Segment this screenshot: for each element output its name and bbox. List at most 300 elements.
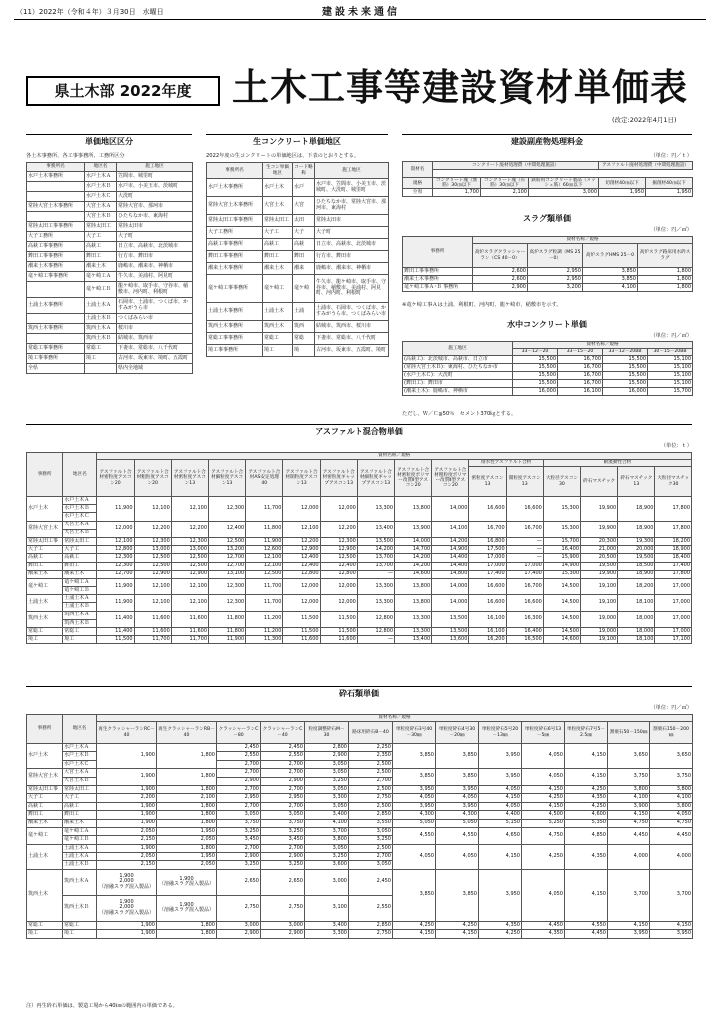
office-cell: 竜ケ崎工 [27,578,63,594]
price-cell: 13,300 [395,611,432,627]
asphalt-header: 砕石マスチック [581,467,618,497]
price-cell: 18,400 [655,554,692,562]
table-row [403,388,693,396]
table-row [27,811,693,819]
table-row [27,252,193,262]
table-row [27,794,693,802]
price-cell: 2,750 [349,794,393,802]
office-cell: 境工事事務所 [207,345,263,357]
price-cell: 2,100 [157,794,217,802]
district-cell: 鹿嶋市、潮来市、神栖市 [117,262,193,272]
price-cell: 2,950 [528,268,583,276]
table-row [27,364,193,374]
table-row [27,334,193,344]
price-cell: 3,850 [583,276,638,284]
price-cell: 12,800 [320,570,357,578]
price-cell: 4,050 [479,802,522,810]
price-cell: 4,250 [436,921,479,929]
office-cell: 潮来土木事務所 [27,262,85,272]
price-cell: 18,200 [655,537,692,545]
price-cell: 2,800 [305,744,349,752]
price-cell: 3,050 [305,785,349,793]
code-cell: 鉾田 [293,251,315,263]
asphalt-header: アスファルト合材粗粒度ポリマー改質Ⅱ型アスコン20 [432,460,469,497]
office-cell: 全県 [27,364,85,374]
table-row [27,172,193,182]
price-cell: 12,400 [209,521,246,537]
price-cell: 1,800 [157,811,217,819]
price-cell: 13,300 [395,628,432,636]
price-cell: 15,300 [543,521,580,537]
price-cell: 1,800 [638,268,693,276]
office-cell [27,314,85,324]
area-cell: 水戸土木Ｃ [85,192,117,202]
underwater-header: 33－12－20BB [603,349,648,356]
price-cell: 3,050 [305,802,349,810]
price-cell: 2,150 [97,836,157,844]
table-row [27,298,193,314]
price-cell: 12,400 [283,554,320,562]
price-cell: 4,150 [522,785,565,793]
price-cell: 15,700 [648,388,693,396]
code-cell: 竜ケ崎 [293,275,315,303]
price-cell: 4,550 [393,827,436,844]
price-cell: 4,000 [650,844,693,869]
price-cell: 16,600 [469,578,506,594]
asphalt-header: 事務所 [27,453,63,497]
price-cell: 2,850 [349,921,393,929]
price-cell: 1,900 [97,802,157,810]
price-cell: 12,500 [320,554,357,562]
price-cell: 12,700 [209,554,246,562]
price-cell: 3,950 [479,769,522,786]
table-row [27,819,693,827]
table-row [27,222,193,232]
price-cell: 3,050 [305,769,349,777]
price-cell: 2,700 [349,853,393,861]
byproduct-value: 2,100 [481,189,529,197]
asphalt-header: 大粒径アスコン30 [543,467,580,497]
office-cell: 常総工 [27,921,63,929]
table-row [27,354,193,364]
price-cell: 3,700 [650,869,693,921]
price-cell: 2,550 [217,752,261,760]
price-cell: 11,900 [97,595,134,611]
price-cell: 12,300 [209,578,246,594]
price-cell: 3,300 [305,930,349,938]
price-cell: 11,900 [209,636,246,644]
price-cell: 2,050 [97,853,157,861]
crushed-header: 路床用砕石B－40 [349,722,393,744]
office-cell: 土浦土木事務所 [207,303,263,321]
area-cell: 大子工 [85,232,117,242]
price-line: 1,900 [179,901,194,908]
price-cell: 4,150 [650,921,693,929]
price-cell: 4,550 [436,827,479,844]
price-cell: 2,450 [217,744,261,752]
table-row [403,364,693,372]
office-cell [27,192,85,202]
area-section-title: 単価地区区分 [26,134,192,146]
price-cell: 16,700 [558,356,603,364]
price-cell: 1,900 [97,769,157,786]
price-cell: 11,500 [283,628,320,636]
price-cell: 17,000 [655,611,692,627]
district-cell: 県内全地域 [117,364,193,374]
table-row [27,636,692,644]
price-cell: 2,500 [349,785,393,793]
underwater-group-header: 資材名称／規格 [513,342,693,349]
concrete-area-header: コード略称 [293,163,315,179]
price-line: （溶融スラグ混入製品） [158,881,214,888]
office-cell: 大子工務所 [27,232,85,242]
office-cell: 鉾田工 [27,562,63,570]
area-cell: 水戸土木Ａ [63,744,97,752]
table-row [207,263,389,275]
office-cell: 常陸太田工事事務所 [207,215,263,227]
asphalt-unit: （単位：ｔ） [660,443,692,449]
asphalt-header: 開粒度アスコン13 [506,467,543,497]
price-cell: 12,000 [320,578,357,594]
price-cell: 3,750 [261,819,305,827]
table-row [27,262,193,272]
price-cell: 4,500 [522,811,565,819]
area-cell: 竜ケ崎工Ｂ [63,587,97,595]
district-cell: 鹿嶋市、潮来市、神栖市 [315,263,389,275]
office-cell: 潮来土木 [27,570,63,578]
price-cell: 12,400 [283,562,320,570]
district-cell: ひたちなか市、常陸大宮市、那珂市、東海村 [315,197,389,215]
district-cell: 日立市、高萩市、北茨城市 [117,242,193,252]
price-cell: 4,400 [479,811,522,819]
price-cell: 11,800 [209,628,246,636]
area-cell: 大宮土木Ｂ [63,777,97,785]
price-cell: 16,100 [469,628,506,636]
price-cell: 4,250 [565,802,608,810]
table-row [27,844,693,852]
code-cell: 大宮 [293,197,315,215]
area-header: 地区名 [85,163,117,172]
price-cell: 18,900 [618,570,655,578]
price-cell: 16,700 [506,521,543,537]
table-row [403,372,693,380]
price-cell: 2,700 [261,769,305,777]
district-cell: 水戸市、笠間市、小美玉市、茨城町、大洗町、城里町 [315,179,389,197]
price-cell: 12,100 [283,521,320,537]
price-cell: 2,050 [157,861,217,869]
price-cell: 11,600 [134,611,171,627]
area-cell: 土浦土木Ａ [63,595,97,603]
price-cell: 3,250 [305,853,349,861]
price-cell: 2,900 [261,853,305,861]
price-cell: 14,400 [432,562,469,570]
district-cell: つくばみらい市 [117,314,193,324]
price-cell: 12,000 [283,578,320,594]
price-cell: 4,150 [479,794,522,802]
price-cell: 19,100 [581,595,618,611]
price-cell: 13,300 [357,578,394,594]
price-cell: 1,900 [97,785,157,793]
price-cell: 14,000 [395,537,432,545]
price-cell: 18,000 [618,628,655,636]
office-cell: 常総工 [27,628,63,636]
table-row [27,182,193,192]
price-cell: 11,500 [320,611,357,627]
price-cell: 12,000 [320,497,357,522]
price-cell: 13,100 [209,570,246,578]
asphalt-header: アスファルト合材AS安定処理40 [246,460,283,497]
price-cell: 11,600 [134,628,171,636]
header-row [27,722,693,744]
area-cell: 竜ケ崎工Ａ [63,578,97,586]
price-cell: 2,500 [349,844,393,852]
price-cell: 4,450 [565,930,608,938]
office-cell: 大子工 [27,546,63,554]
office-cell: 鉾田工事事務所 [207,251,263,263]
code-cell: 太田 [293,215,315,227]
price-cell: 19,100 [581,636,618,644]
office-cell: 境工 [27,636,63,644]
price-cell: 4,150 [608,921,650,929]
price-cell: 12,300 [134,537,171,545]
price-cell: 11,200 [246,628,283,636]
crushed-header: 単粒度砕石7号5－2.5㎜ [565,722,608,744]
underwater-note: ただし、Ｗ／Ｃ≦50％ セメント370㎏とする。 [402,411,517,417]
district-cell: (鉾田工)：鉾田市 [403,380,513,388]
price-cell: 4,300 [436,811,479,819]
concrete-area-note: 2022年度の生コンクリートの単価地区は、下表のとおりとする。 [206,153,360,159]
asphalt-header: 密粒度アスコン13 [469,467,506,497]
price-cell: 11,500 [97,636,134,644]
price-cell: 3,700 [608,869,650,921]
price-cell: 2,900 [261,777,305,785]
office-cell: 筑西土木 [27,869,63,921]
price-cell: 16,600 [506,497,543,522]
price-cell: 15,100 [648,356,693,364]
slag-note: ※竜ケ崎工事Ａは土浦、利根町、河内町、龍ケ崎市、稲敷市を示す。 [402,302,562,308]
table-row [207,321,389,333]
area-cell: 境工 [263,345,293,357]
area-cell: 筑西土木Ｂ [85,334,117,344]
crushed-header: 割栗石150－200㎜ [650,722,693,744]
price-cell: 11,200 [246,611,283,627]
concrete-area-header: 事務所名 [207,163,263,179]
price-cell: 17,400 [655,562,692,570]
area-cell: 水戸土木Ｂ [85,182,117,192]
office-cell: 常陸大宮土木事務所 [207,197,263,215]
price-cell: 1,900 [97,819,157,827]
price-cell: 12,000 [97,521,134,537]
price-cell: 2,700 [217,844,261,852]
price-cell: 14,000 [432,497,469,522]
price-cell: 14,400 [432,554,469,562]
area-cell: 土浦土木Ａ [85,298,117,314]
price-cell: 3,200 [528,284,583,292]
price-cell: 17,000 [469,554,506,562]
price-cell: 4,050 [522,744,565,769]
table-row [27,324,193,334]
price-cell: 3,000 [261,921,305,929]
price-cell: 12,700 [97,570,134,578]
asphalt-header: アスファルト合材密粒度ギャップアスコン13 [320,460,357,497]
office-cell: 高萩工事事務所 [27,242,85,252]
byproduct-unit: （単位：円／ｔ） [650,153,692,159]
price-cell: 3,650 [650,744,693,769]
price-cell: 5,250 [522,819,565,827]
price-cell: 13,800 [395,578,432,594]
price-cell: 2,500 [349,760,393,768]
price-cell: 12,300 [209,497,246,522]
price-cell: 14,100 [432,521,469,537]
price-cell: 14,200 [357,546,394,554]
price-cell: 16,100 [558,388,603,396]
table-row [27,344,193,354]
price-cell: 3,850 [436,769,479,786]
price-cell: 12,500 [171,554,208,562]
price-cell: 4,550 [565,921,608,929]
price-cell: 12,800 [357,628,394,636]
price-cell: 2,500 [349,802,393,810]
price-cell: 4,050 [522,769,565,786]
price-cell: — [357,636,394,644]
price-cell: 4,150 [522,802,565,810]
price-cell: 11,500 [320,628,357,636]
price-cell: 3,450 [217,836,261,844]
price-cell: 12,400 [320,562,357,570]
price-cell: 15,300 [543,570,580,578]
price-cell: 12,300 [320,537,357,545]
area-cell: 常陸太田工 [63,537,97,545]
district-cell: 結城市、筑西市、桜川市 [315,321,389,333]
underwater-header: 33－12－20 [513,349,558,356]
price-cell: 3,850 [393,769,436,786]
price-cell: 3,850 [393,869,436,921]
price-cell: 13,900 [395,521,432,537]
office-cell: 水戸土木事務所 [27,172,85,182]
table-row [403,284,693,292]
area-cell: 境工 [63,930,97,938]
price-cell: 11,300 [246,636,283,644]
price-cell: 17,000 [655,578,692,594]
price-cell: 2,250 [349,744,393,752]
office-cell: 常総工事事務所 [27,344,85,354]
price-cell: — [506,546,543,554]
district-cell: 大洗町 [117,192,193,202]
price-cell: 2,450 [261,744,305,752]
area-cell: 潮来土木 [63,819,97,827]
price-line: 1,900 [119,898,134,905]
underwater-unit: （単位：円／㎥） [650,333,692,339]
office-cell: 常陸大宮土木 [27,769,63,786]
area-cell: 高萩工 [263,239,293,251]
price-cell: 2,900 [261,930,305,938]
price-cell: 12,600 [246,546,283,554]
price-cell: 4,750 [522,827,565,844]
office-cell [27,182,85,192]
price-cell: 19,900 [581,570,618,578]
office-cell: 潮来土木事務所 [207,263,263,275]
asphalt-header: アスファルト合材密粒度アスコン20 [97,460,134,497]
office-cell: 常陸太田工事事務所 [27,222,85,232]
table-row [27,578,692,586]
district-cell: (高萩工)：北茨城市、高萩市、日立市 [403,356,513,364]
office-cell: 常総工事事務所 [207,333,263,345]
price-cell: 11,500 [283,611,320,627]
recycled-rc-cell [97,895,157,921]
price-cell: 4,300 [393,811,436,819]
price-cell: 4,100 [305,819,349,827]
price-cell: 14,600 [395,570,432,578]
byproduct-header: 掘削材40㎝以下 [646,178,693,189]
crushed-header: 単粒度砕石4号30－20㎜ [436,722,479,744]
price-cell: 11,900 [246,537,283,545]
price-cell: 15,500 [603,356,648,364]
area-cell: 筑西土木Ｂ [63,895,97,921]
price-cell: 3,800 [305,836,349,844]
price-cell: 2,550 [349,895,393,921]
asphalt-header: 大粒径マスチック30 [655,467,692,497]
price-cell: 4,050 [436,794,479,802]
table-row [27,192,193,202]
crushed-header: 粒度調整砕石M－30 [305,722,349,744]
price-cell: 3,600 [305,861,349,869]
table-row [27,921,693,929]
price-cell: 2,700 [217,802,261,810]
code-cell: 潮来 [293,263,315,275]
office-cell: 筑西土木事務所 [207,321,263,333]
price-cell: 19,000 [581,628,618,636]
price-cell: 19,900 [581,497,618,522]
price-cell: 3,050 [261,811,305,819]
price-cell: 4,150 [565,769,608,786]
price-cell: 13,000 [134,546,171,554]
price-cell: 12,100 [171,497,208,522]
price-cell: 21,000 [581,546,618,554]
recycled-rc-cell [97,869,157,895]
table-row [27,827,693,835]
byproduct-table [402,161,693,197]
price-cell: 3,750 [217,819,261,827]
table-row [27,546,692,554]
crushed-header: クラッシャーランC－40 [261,722,305,744]
district-cell: 常陸太田市 [315,215,389,227]
price-cell: 4,250 [565,785,608,793]
price-cell: 4,150 [565,744,608,769]
area-cell: 筑西土木Ａ [85,324,117,334]
slag-section-title: スラグ類単価 [523,214,571,223]
price-line: 1,900 [179,875,194,882]
area-cell: 境工 [63,636,97,644]
asphalt-header: アスファルト合材開粒度アスコン13 [283,460,320,497]
price-cell: 3,950 [393,785,436,793]
price-cell: 18,100 [618,595,655,611]
price-cell: 2,850 [349,811,393,819]
district-cell: 行方市、鉾田市 [315,251,389,263]
price-cell: 3,800 [608,785,650,793]
area-cell: 常陸太田工 [263,215,293,227]
price-cell: 15,900 [543,554,580,562]
price-cell: 14,500 [543,595,580,611]
area-cell: 常陸太田工 [63,785,97,793]
price-cell: 3,950 [650,930,693,938]
table-row [207,275,389,303]
price-cell: 3,800 [650,785,693,793]
price-cell: 2,350 [349,752,393,760]
price-cell: 11,700 [134,636,171,644]
area-cell: 高萩工 [85,242,117,252]
price-cell: 12,800 [97,546,134,554]
price-cell: 3,050 [305,844,349,852]
